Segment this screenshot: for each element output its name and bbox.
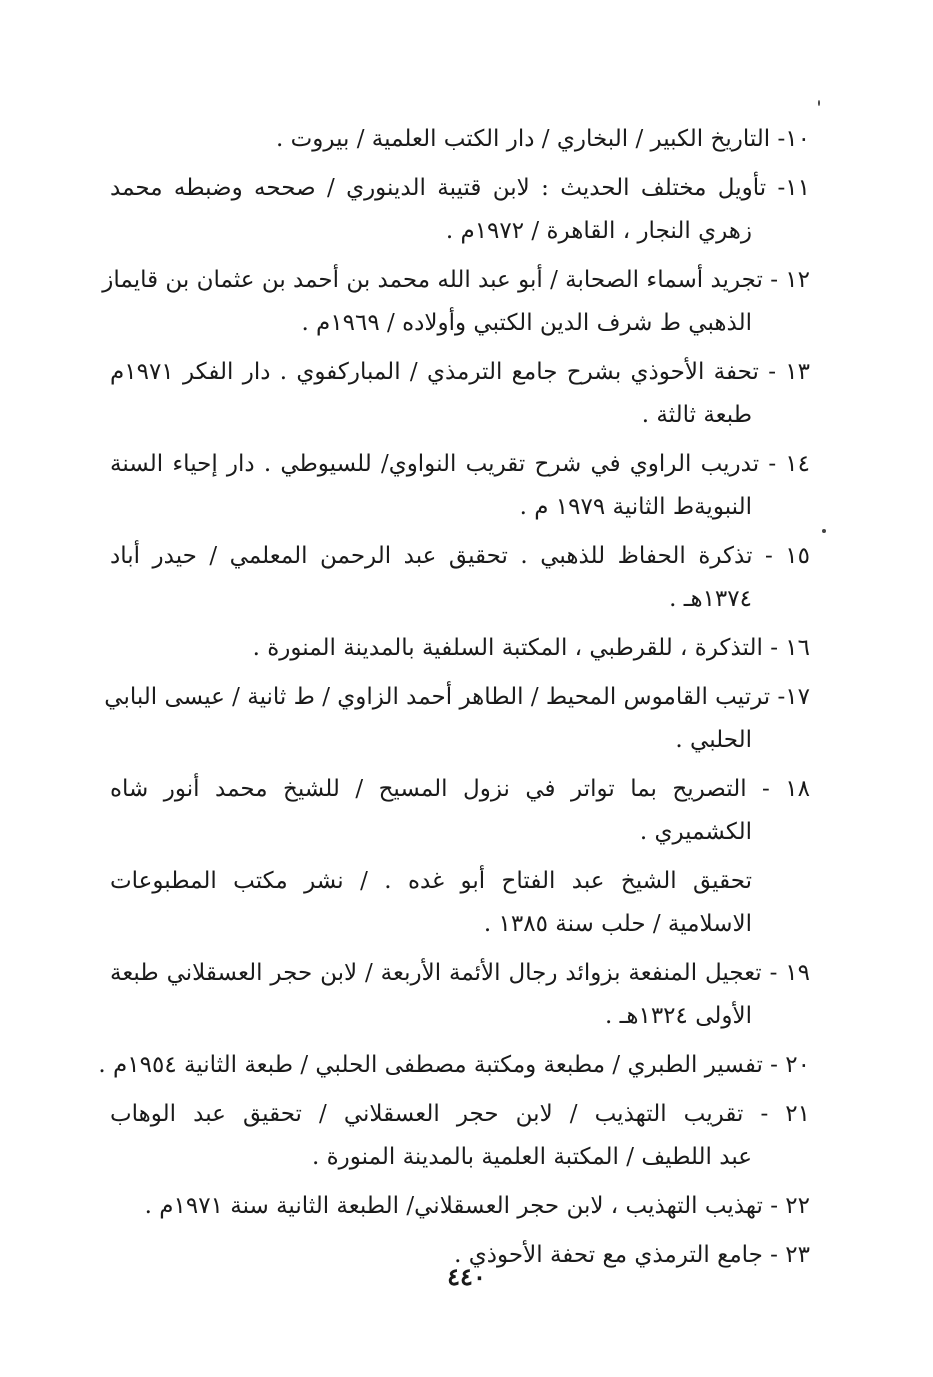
reference-entry-17 [104,676,810,762]
entry-continuation-line: ١٣٧٤هـ . [669,586,752,612]
entry-line: ١٥ - تذكرة الحفاظ للذهبي . تحقيق عبد الرحمن المعلمي / حيدر أباد [110,543,810,569]
entry-line: ١٦ - التذكرة ، للقرطبي ، المكتبة السلفية بالمدينة المنورة . [252,635,810,661]
reference-entry-20 [98,1044,810,1087]
reference-entry-10 [110,118,810,161]
reference-entry-11 [110,167,810,253]
entry-continuation-line: عبد اللطيف / المكتبة العلمية بالمدينة المنورة . [311,1144,752,1170]
page-number: ٤٤٠ [447,1262,486,1291]
reference-entry-16 [110,627,810,670]
entry-line: ٢١ - تقريب التهذيب / لابن حجر العسقلاني / تحقيق عبد الوهاب [110,1101,810,1127]
entry-line: ١٣ - تحفة الأحوذي بشرح جامع الترمذي / المباركفوي . دار الفكر ١٩٧١م [110,359,810,385]
entry-line: ١٤ - تدريب الراوي في شرح تقريب النواوي/ للسيوطي . دار إحياء السنة [110,451,810,477]
reference-entry-18 [110,768,810,854]
entry-line: ٢٠ - تفسير الطبري / مطبعة ومكتبة مصطفى الحلبي / طبعة الثانية ١٩٥٤م . [98,1052,810,1078]
entry-continuation-line: الذهبي ط شرف الدين الكتبي وأولاده / ١٩٦٩م . [301,310,752,336]
reference-entry-19 [110,952,810,1038]
entry-line: ١٠- التاريخ الكبير / البخاري / دار الكتب العلمية / بيروت . [276,126,810,152]
entry-line: ١٢ - تجريد أسماء الصحابة / أبو عبد الله محمد بن أحمد بن عثمان بن قايماز [102,267,810,293]
entry-continuation-line: الكشميري . [639,819,752,845]
reference-entry-21 [110,1093,810,1179]
entry-line: ١٨ - التصريح بما تواتر في نزول المسيح / للشيخ محمد أنور شاه [110,776,810,802]
reference-entry-18-note [110,860,810,946]
scan-speck [818,100,820,106]
reference-entry-14 [110,443,810,529]
entry-continuation-line: طبعة ثالثة . [641,402,752,428]
scan-speck [822,529,826,533]
reference-entry-22 [110,1185,810,1228]
entry-continuation-line: الحلبي . [675,727,752,753]
reference-entry-15 [110,535,810,621]
entry-line: ١٩ - تعجيل المنفعة بزوائد رجال الأئمة الأربعة / لابن حجر العسقلاني طبعة [110,960,810,986]
entry-line: ٢٣ - جامع الترمذي مع تحفة الأحوذي . [454,1242,810,1268]
reference-list [98,118,810,1283]
entry-continuation-line: الأولى ١٣٢٤هـ . [604,1003,752,1029]
entry-continuation-line: زهري النجار ، القاهرة / ١٩٧٢م . [445,218,752,244]
entry-line: ٢٢ - تهذيب التهذيب ، لابن حجر العسقلاني/ الطبعة الثانية سنة ١٩٧١م . [144,1193,810,1219]
entry-continuation-line: النبويةط الثانية ١٩٧٩ م . [519,494,752,520]
entry-line: ١١- تأويل مختلف الحديث : لابن قتيبة الدينوري / صححه وضبطه محمد [110,175,810,201]
reference-entry-13 [110,351,810,437]
reference-entry-12 [102,259,810,345]
note-line: الاسلامية / حلب سنة ١٣٨٥ . [483,911,752,937]
entry-line: ١٧- ترتيب القاموس المحيط / الطاهر أحمد الزاوي / ط ثانية / عيسى البابي [104,684,810,710]
note-line: تحقيق الشيخ عبد الفتاح أبو غده . / نشر مكتب المطبوعات [110,868,752,894]
